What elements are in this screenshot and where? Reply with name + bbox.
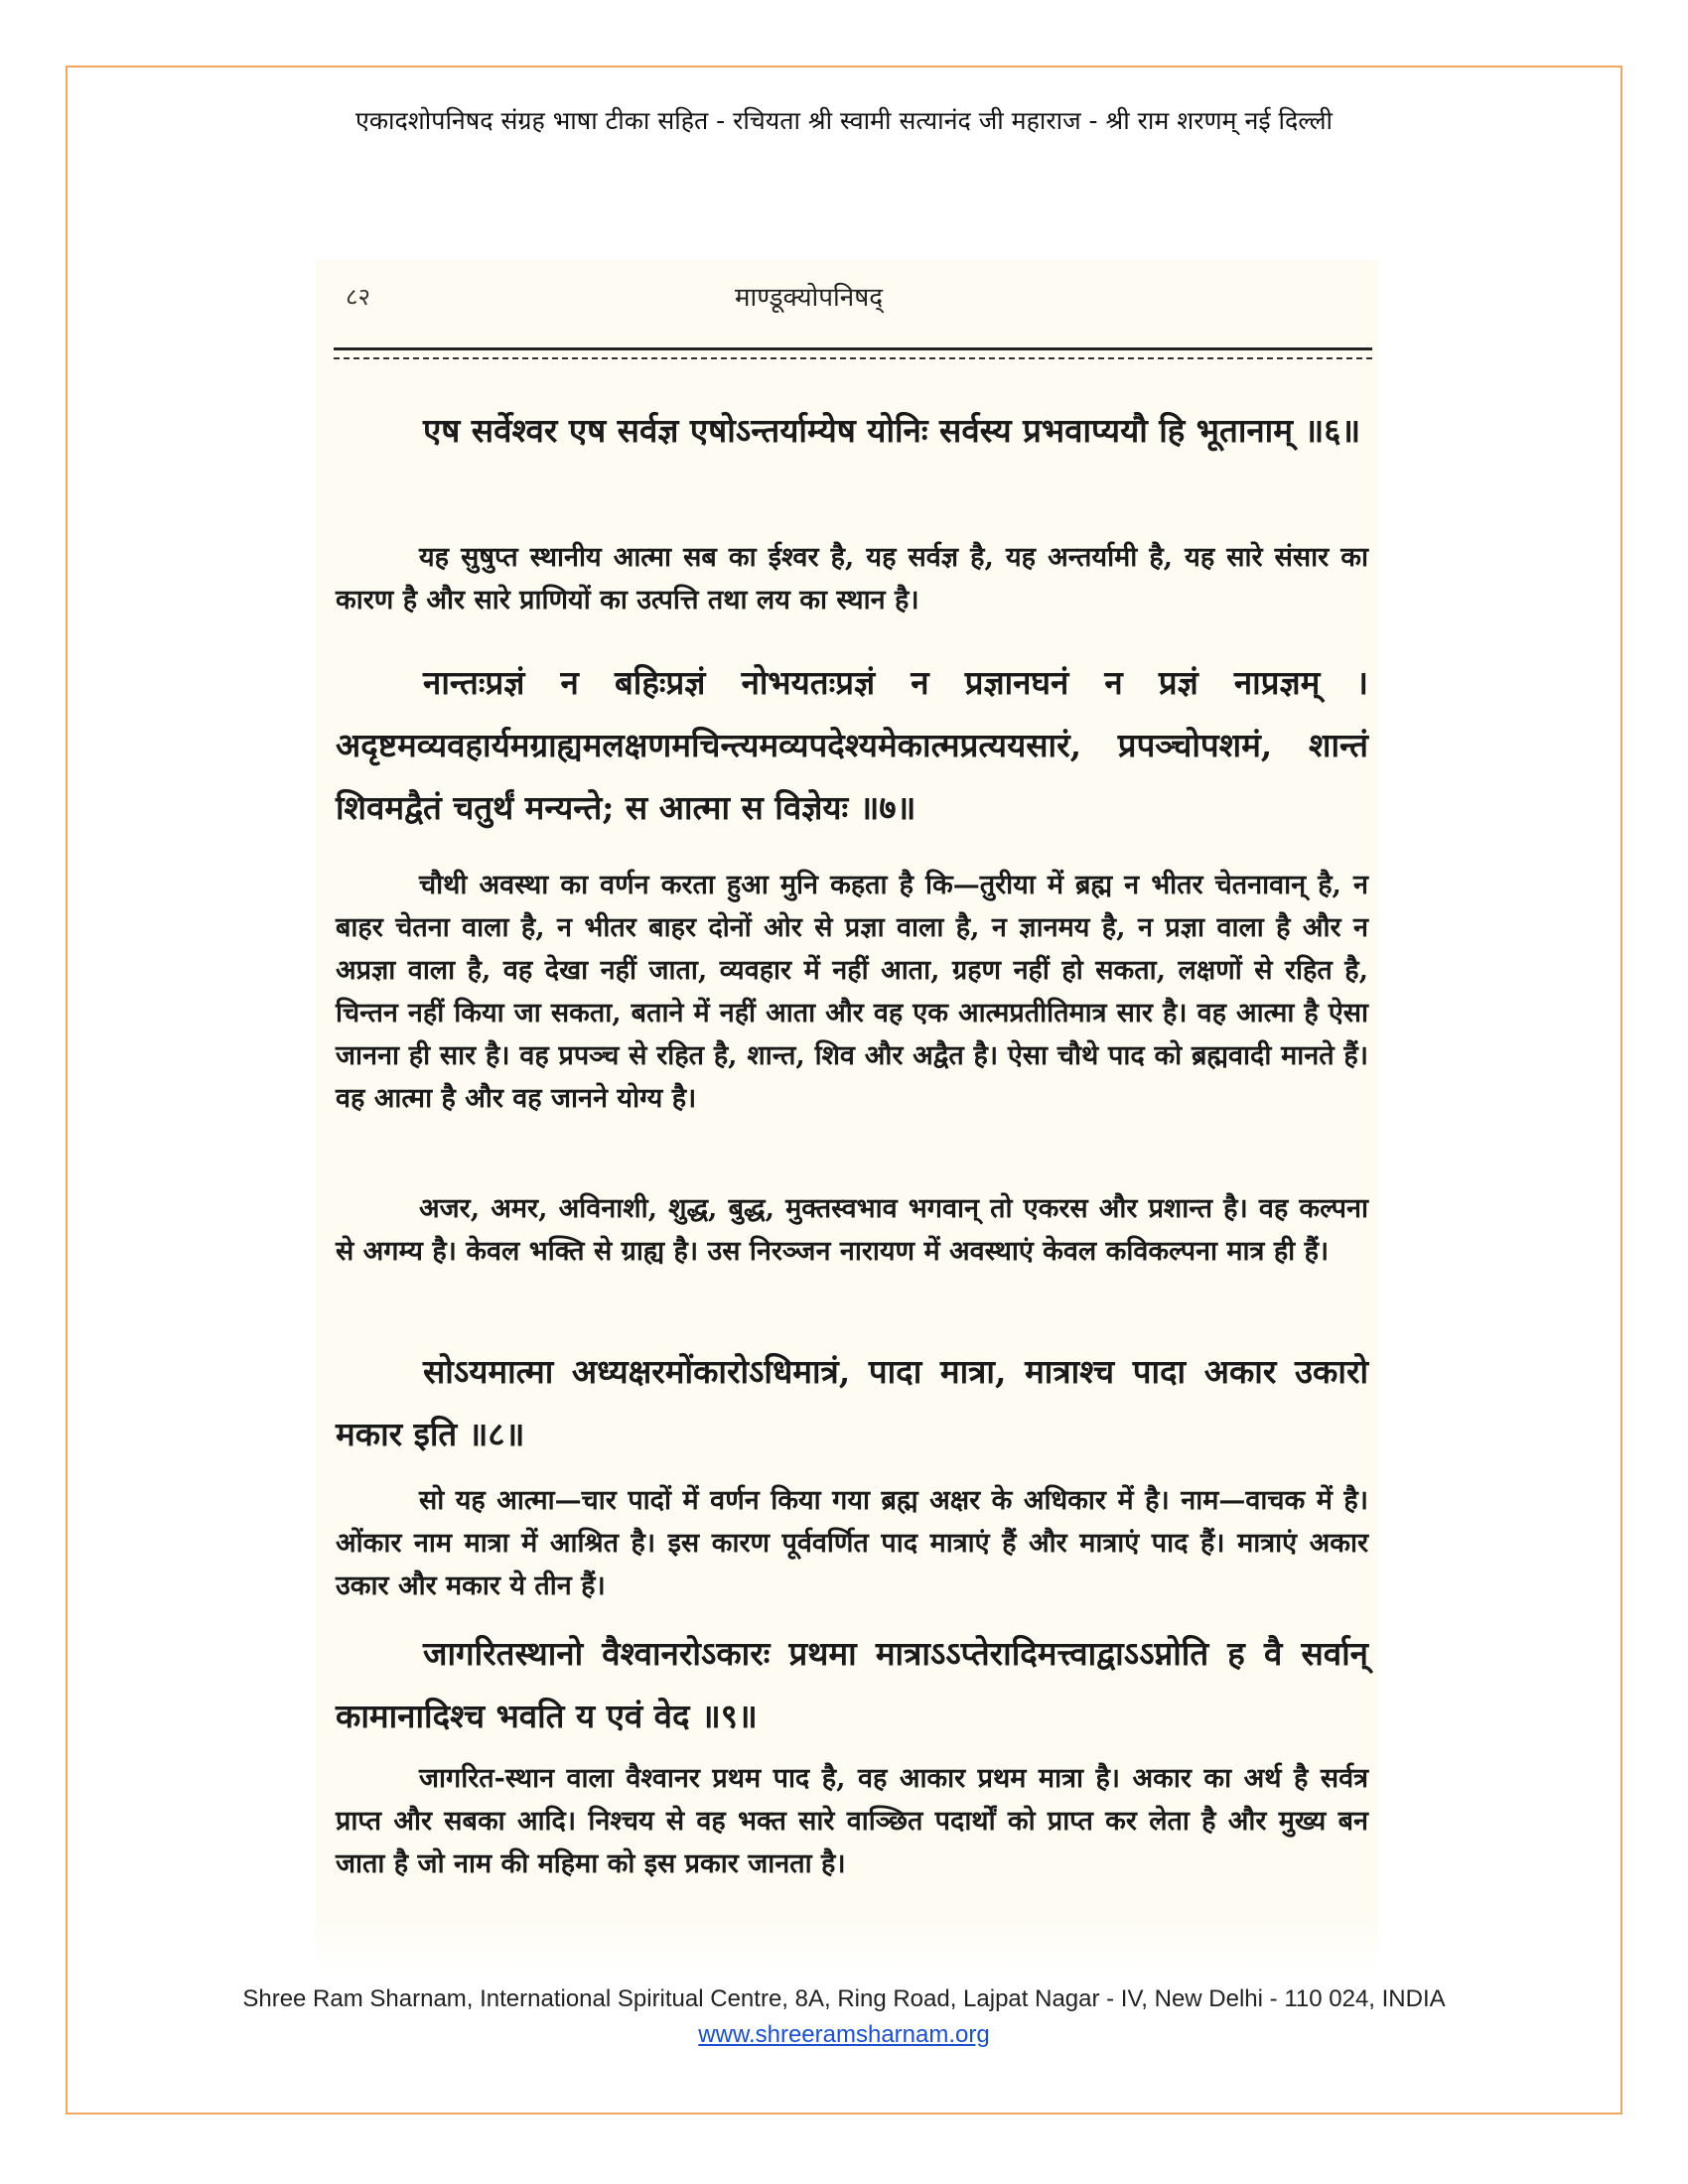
commentary-8: सो यह आत्मा—चार पादों में वर्णन किया गया ब्रह्म अक्षर के अधिकार में है। नाम—वाचक में है। ओंकार नाम मात्रा में आश्रित है। इस कारण पूर्ववर्णित पाद मात्राएं हैं और मात्राएं पाद हैं। मात्राएं अकार उकार और मकार ये तीन हैं।: [336, 1485, 1368, 1601]
footer-address: Shree Ram Sharnam, International Spiritual Centre, 8A, Ring Road, Lajpat Nagar - IV, New Delhi - 110 024, INDIA: [242, 1985, 1446, 2012]
document-header: एकादशोपनिषद संग्रह भाषा टीका सहित - रचियता श्री स्वामी सत्यानंद जी महाराज - श्री राम शरणम् नई दिल्ली: [355, 106, 1333, 135]
running-head: माण्डूक्योपनिषद्: [735, 283, 884, 313]
commentary-9: जागरित-स्थान वाला वैश्वानर प्रथम पाद है, वह आकार प्रथम मात्रा है। अकार का अर्थ है सर्वत्र प्राप्त और सबका आदि। निश्चय से वह भक्त सारे वाञ्छित पदार्थों को प्राप्त कर लेता है और मुख्य बन जाता है जो नाम की महिमा को इस प्रकार जानता है।: [336, 1763, 1368, 1879]
verse-7: नान्तःप्रज्ञं न बहिःप्रज्ञं नोभयतःप्रज्ञं न प्रज्ञानघनं न प्रज्ञं नाप्रज्ञम् । अदृष्टमव्यवहार्यमग्राह्यमलक्षणमचिन्त्यमव्यपदेश्यमेकात्मप्रत्ययसारं, प्रपञ्चोपशमं, शान्तं शिवमद्वैतं चतुर्थं मन्यन्ते; स आत्मा स विज्ञेयः ॥७॥: [336, 663, 1368, 827]
commentary-6: यह सुषुप्त स्थानीय आत्मा सब का ईश्वर है, यह सर्वज्ञ है, यह अन्तर्यामी है, यह सारे संसार का कारण है और सारे प्राणियों का उत्पत्ति तथा लय का स्थान है।: [336, 542, 1368, 615]
verse-9: जागरितस्थानो वैश्वानरोऽकारः प्रथमा मात्राऽऽप्तेरादिमत्त्वाद्वाऽऽप्नोति ह वै सर्वान् कामानादिश्च भवति य एवं वेद ॥९॥: [336, 1634, 1368, 1735]
verse-6: एष सर्वेश्वर एष सर्वज्ञ एषोऽन्तर्याम्येष योनिः सर्वस्य प्रभवाप्ययौ हि भूतानाम् ॥६॥: [423, 411, 1361, 450]
commentary-7b: अजर, अमर, अविनाशी, शुद्ध, बुद्ध, मुक्तस्वभाव भगवान् तो एकरस और प्रशान्त है। वह कल्पना से अगम्य है। केवल भक्ति से ग्राह्य है। उस निरञ्जन नारायण में अवस्थाएं केवल कविकल्पना मात्र ही हैं।: [336, 1193, 1368, 1267]
verse-8: सोऽयमात्मा अध्यक्षरमोंकारोऽधिमात्रं, पादा मात्रा, मात्राश्च पादा अकार उकारो मकार इति ॥८॥: [336, 1352, 1368, 1453]
commentary-7a: चौथी अवस्था का वर्णन करता हुआ मुनि कहता है कि—तुरीया में ब्रह्म न भीतर चेतनावान् है, न बाहर चेतना वाला है, न भीतर बाहर दोनों ओर से प्रज्ञा वाला है, न ज्ञानमय है, न प्रज्ञा वाला है और न अप्रज्ञा वाला है, वह देखा नहीं जाता, व्यवहार में नहीं आता, ग्रहण नहीं हो सकता, लक्षणों से रहित है, चिन्तन नहीं किया जा सकता, बताने में नहीं आता और वह एक आत्मप्रतीतिमात्र सार है। वह आत्मा है ऐसा जानना ही सार है। वह प्रपञ्च से रहित है, शान्त, शिव और अद्वैत है। ऐसा चौथे पाद को ब्रह्मवादी मानते हैं। वह आत्मा है और वह जानने योग्य है।: [336, 870, 1368, 1114]
header-rule: [334, 347, 1372, 350]
header-rule-dashed: [334, 357, 1372, 359]
scan-edge: [316, 1916, 1378, 1976]
footer-website-link[interactable]: www.shreeramsharnam.org: [698, 2021, 990, 2048]
page-number: ८२: [346, 283, 370, 311]
